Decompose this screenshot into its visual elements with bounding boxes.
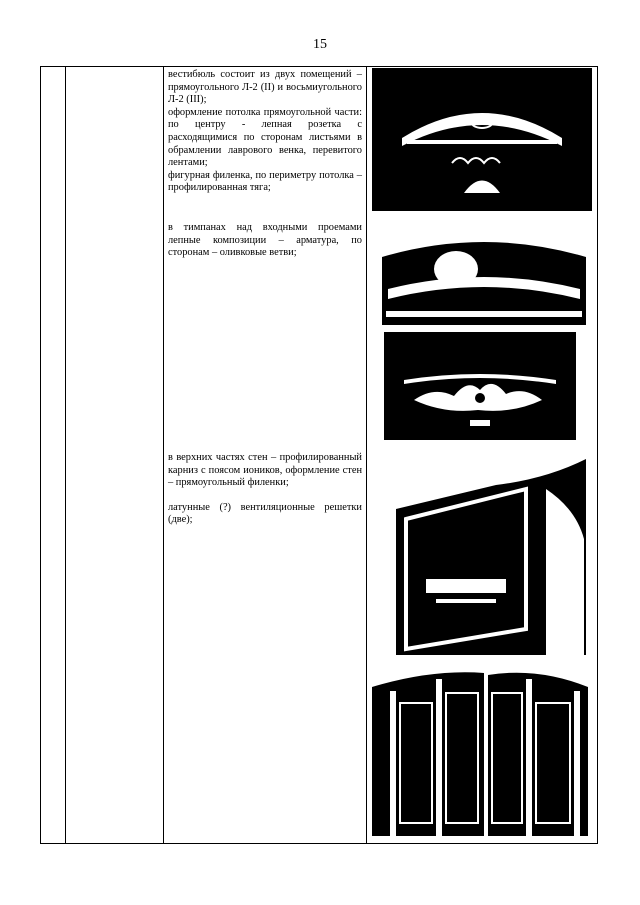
text-block-walls [168, 452, 362, 527]
column-divider [366, 66, 367, 844]
text-block-vestibule [168, 69, 362, 195]
paragraph: латунные (?) вентиляционные решетки (две); [168, 501, 362, 526]
photo-octagonal-room-left [372, 663, 484, 836]
photo-ceiling-rosette [372, 68, 592, 211]
photo-tympanum-arch [378, 227, 590, 325]
photo-wall-cornice [396, 449, 586, 655]
paragraph: в тимпанах над входными проемами лепные композиции – арматура, по сторонам – оливковые ветви; [168, 222, 362, 259]
column-divider [163, 66, 164, 844]
paragraph: вестибюль состоит из двух помещений – прямоугольного Л-2 (II) и восьмиугольного Л-2 (III); [168, 69, 362, 106]
column-divider [65, 66, 66, 844]
paragraph: в верхних частях стен – профилированный карниз с поясом иоников, оформление стен – прямоугольный филенки; [168, 452, 362, 489]
page-number: 15 [313, 37, 327, 52]
photo-octagonal-room-right [488, 663, 588, 836]
photo-tympanum-relief [384, 332, 576, 440]
paragraph: фигурная филенка, по периметру потолка – профилированная тяга; [168, 169, 362, 194]
text-block-tympanum [168, 222, 362, 260]
paragraph: оформление потолка прямоугольной части: по центру - лепная розетка с расходящимися по сторонам листьями в обрамлении лаврового венка, перевитого лентами; [168, 106, 362, 169]
